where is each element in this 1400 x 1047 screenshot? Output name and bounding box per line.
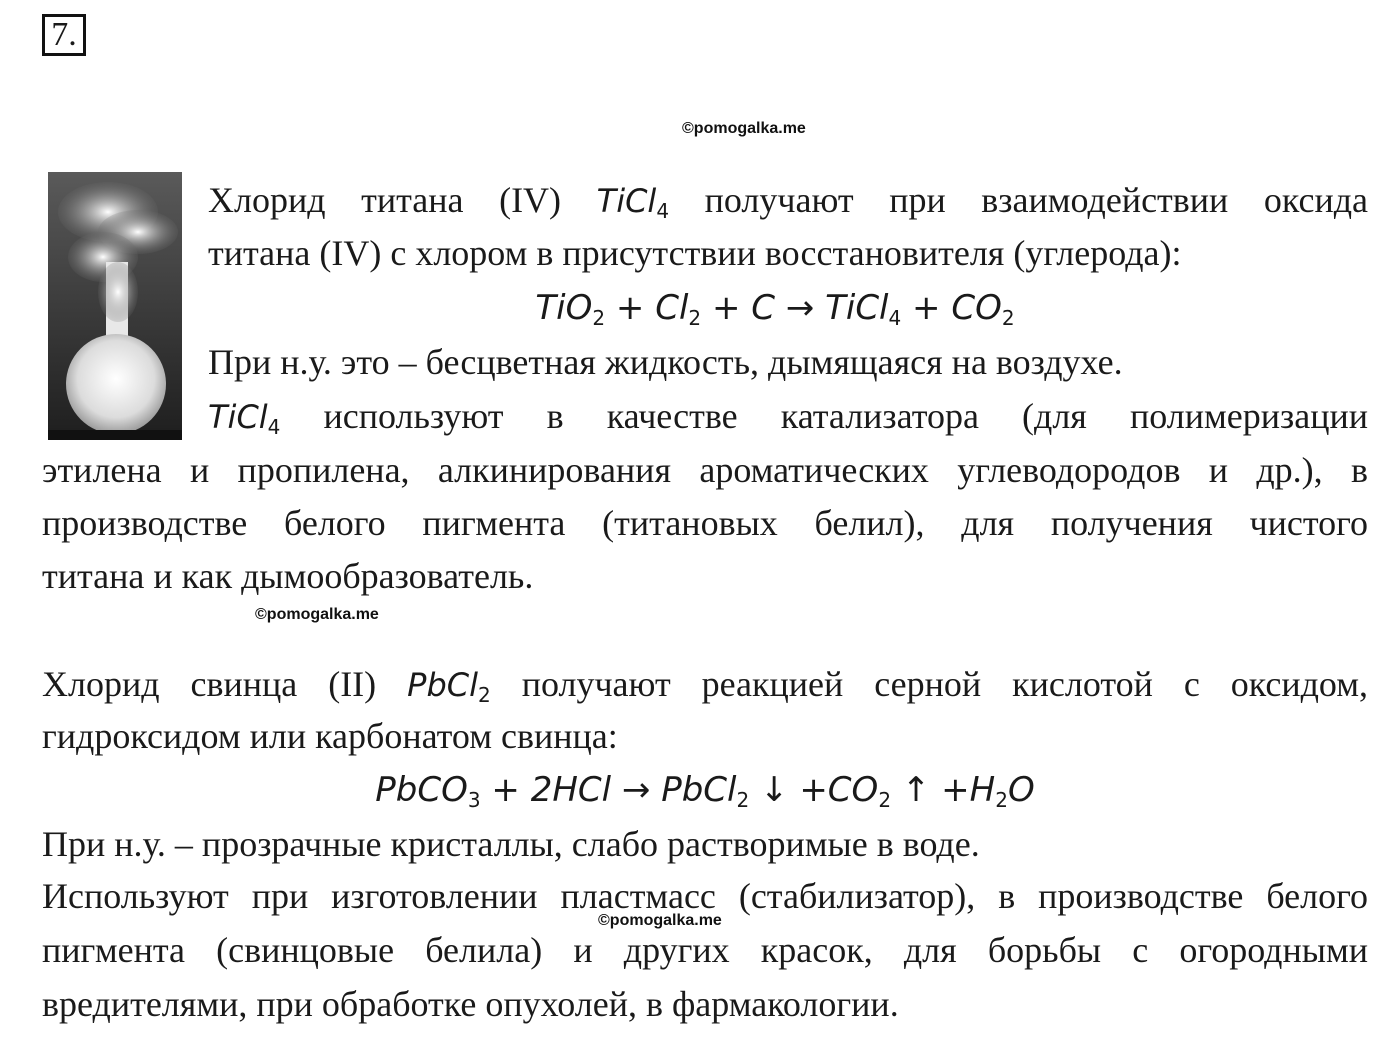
s1-line3: При н.у. это – бесцветная жидкость, дымящаяся на воздухе. bbox=[208, 342, 1123, 382]
s2-line6: вредителями, при обработке опухолей, в фармакологии. bbox=[42, 984, 899, 1024]
equation-ticl4: $TiO_2 + Cl_2 + C$ → TiCl$_4$ + $CO_2$ bbox=[535, 288, 1015, 330]
s1-line1: Хлорид титана (IV) TiCl$_4$ получают при взаимодействии оксида bbox=[208, 180, 1369, 223]
watermark-middle: ©pomogalka.me bbox=[255, 606, 379, 623]
smoking-flask-image bbox=[48, 172, 182, 440]
s2-line5: пигмента (свинцовые белила) и других красок, для борьбы с огородными bbox=[42, 930, 1368, 970]
formula-ticl4: TiCl$_4$ bbox=[596, 182, 670, 223]
equation-pbcl2: PbCO$_3$ + 2HCl → PbCl$_2$ ↓ $+CO_2$ ↑ $+H_2O$ bbox=[375, 770, 1035, 812]
s1-line7: титана и как дымообразователь. bbox=[42, 556, 534, 596]
task-number: 7. bbox=[42, 14, 86, 56]
s1-line5: этилена и пропилена, алкинирования ароматических углеводородов и др.), в bbox=[42, 450, 1368, 490]
s1-line6: производстве белого пигмента (титановых белил), для получения чистого bbox=[42, 503, 1368, 543]
s2-line1: Хлорид свинца (II) PbCl$_2$ получают реакцией серной кислотой с оксидом, bbox=[42, 664, 1369, 707]
formula-ticl4-2: TiCl$_4$ bbox=[208, 398, 281, 439]
s2-line2: гидроксидом или карбонатом свинца: bbox=[42, 716, 618, 756]
watermark-bottom: ©pomogalka.me bbox=[598, 912, 722, 929]
s1-line2: титана (IV) с хлором в присутствии восстановителя (углерода): bbox=[208, 233, 1182, 273]
watermark-top: ©pomogalka.me bbox=[682, 120, 806, 137]
s1-line4: TiCl$_4$ используют в качестве катализатора (для полимеризации bbox=[208, 396, 1368, 439]
s2-line3: При н.у. – прозрачные кристаллы, слабо растворимые в воде. bbox=[42, 824, 980, 864]
formula-pbcl2: PbCl$_2$ bbox=[407, 666, 491, 707]
s2-line4: Используют при изготовлении пластмасс (стабилизатор), в производстве белого bbox=[42, 876, 1368, 916]
